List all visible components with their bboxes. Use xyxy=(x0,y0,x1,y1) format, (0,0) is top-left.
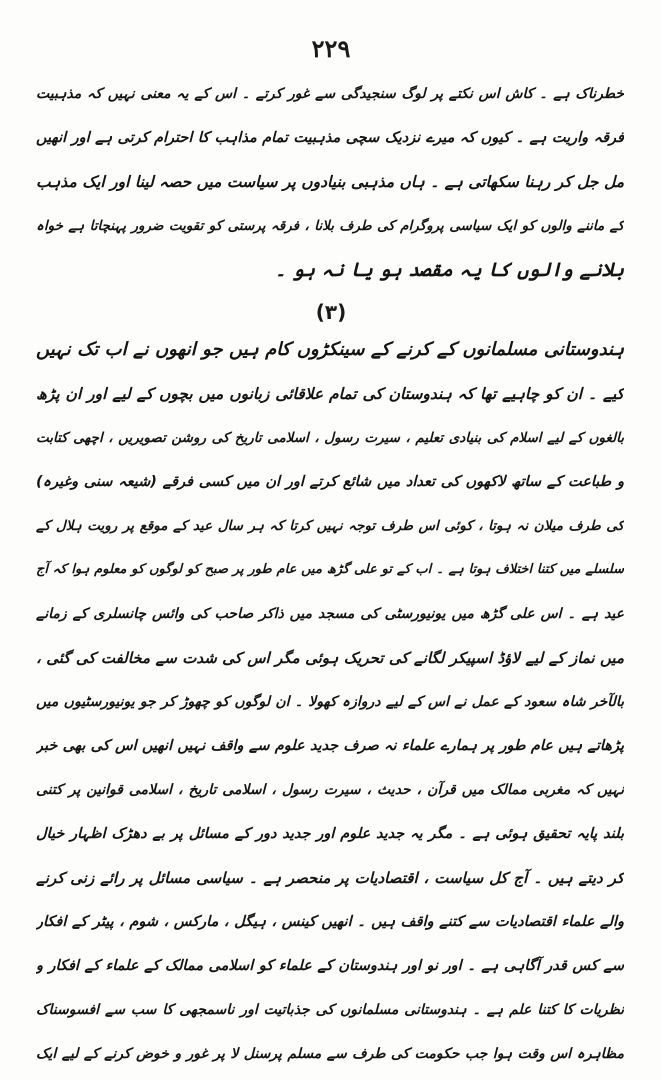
text-line: بلانے والوں کا یہ مقصد ہو یا نہ ہو ۔ xyxy=(275,259,624,281)
paragraph-2 xyxy=(36,328,624,1076)
text-line: مظاہرہ اس وقت ہوا جب حکومت کی طرف سے مسلم پرسنل لا پر غور و خوض کرنے کے لیے ایک xyxy=(36,1046,624,1062)
page-number: ۲۲۹ xyxy=(311,34,351,63)
text-line: کے ماننے والوں کو ایک سیاسی پروگرام کی طرف بلانا ، فرقہ پرستی کو تقویت ضرور پہنچاتا ہے خواہ xyxy=(36,218,624,234)
text-line: ہندوستانی مسلمانوں کے کرنے کے سینکڑوں کام ہیں جو انھوں نے اب تک نہیں xyxy=(36,339,624,360)
text-line: خطرناک ہے ۔ کاش اس نکتے پر لوگ سنجیدگی سے غور کرتے ۔ اس کے یہ معنی نہیں کہ مذہبیت xyxy=(36,86,624,102)
text-line: بالآخر شاہ سعود کے عمل نے اس کے لیے دروازہ کھولا ۔ ان لوگوں کو چھوڑ کر جو یونیورسٹیوں میں xyxy=(36,694,624,710)
text-line: میں نماز کے لیے لاؤڈ اسپیکر لگانے کی تحریک ہوئی مگر اس کی شدت سے مخالفت کی گئی ، xyxy=(36,649,624,667)
text-line: نظریات کا کتنا علم ہے ۔ ہندوستانی مسلمانوں کی جذباتیت اور ناسمجھی کا سب سے افسوسناک xyxy=(36,1002,624,1018)
section-heading: (۳) xyxy=(315,300,347,324)
text-line: بالغوں کے لیے اسلام کی بنیادی تعلیم ، سیرت رسول ، اسلامی تاریخ کی روشن تصویریں ، اچھی کتابت xyxy=(36,430,624,446)
text-line: فرقہ واریت ہے ۔ کیوں کہ میرے نزدیک سچی مذہبیت تمام مذاہب کا احترام کرتی ہے اور انھیں xyxy=(36,130,624,146)
text-line: کیے ۔ ان کو چاہیے تھا کہ ہندوستان کی تمام علاقائی زبانوں میں بچوں کے لیے اور ان پڑھ xyxy=(36,385,624,403)
text-line: و طباعت کے ساتھ لاکھوں کی تعداد میں شائع کرتے اور ان میں کسی فرقے (شیعہ سنی وغیرہ) xyxy=(36,474,624,490)
paragraph-1 xyxy=(36,72,624,292)
text-line: نہیں کہ مغربی ممالک میں قرآن ، حدیث ، سیرت رسول ، اسلامی تاریخ ، اسلامی قوانین پر کتنی xyxy=(36,782,624,798)
text-line: والے علماء اقتصادیات سے کتنے واقف ہیں ۔ انھیں کینس ، ہیگل ، مارکس ، شوم ، پیٹر کے افکار xyxy=(36,914,624,930)
text-line: عید ہے ۔ اس علی گڑھ میں یونیورسٹی کی مسجد میں ذاکر صاحب کی وائس چانسلری کے زمانے xyxy=(36,606,624,622)
text-line: بلند پایہ تحقیق ہوئی ہے ۔ مگر یہ جدید علوم اور جدید دور کے مسائل پر بے دھڑک اظہار خیال xyxy=(36,826,624,842)
text-line: پڑھاتے ہیں عام طور پر ہمارے علماء نہ صرف جدید علوم سے واقف نہیں انھیں اس کی بھی خبر xyxy=(36,738,624,754)
text-line: مل جل کر رہنا سکھاتی ہے ۔ ہاں مذہبی بنیادوں پر سیاست میں حصہ لینا اور ایک مذہب xyxy=(36,173,624,191)
text-line: کر دیتے ہیں ۔ آج کل سیاست ، اقتصادیات پر منحصر ہے ۔ سیاسی مسائل پر رائے زنی کرنے xyxy=(36,869,624,887)
text-line: سے کس قدر آگاہی ہے ۔ اور نو اور ہندوستان کے علماء کو اسلامی ممالک کے علماء کے افکار و xyxy=(36,958,624,974)
text-line: سلسلے میں کتنا اختلاف ہوتا ہے ۔ اب کے تو علی گڑھ میں عام طور پر صبح کو لوگوں کو معلوم ہوا کہ آج xyxy=(36,562,624,577)
text-line: کی طرف میلان نہ ہوتا ، کوئی اس طرف توجہ نہیں کرتا کہ ہر سال عید کے موقع پر رویت ہلال کے xyxy=(36,518,624,534)
